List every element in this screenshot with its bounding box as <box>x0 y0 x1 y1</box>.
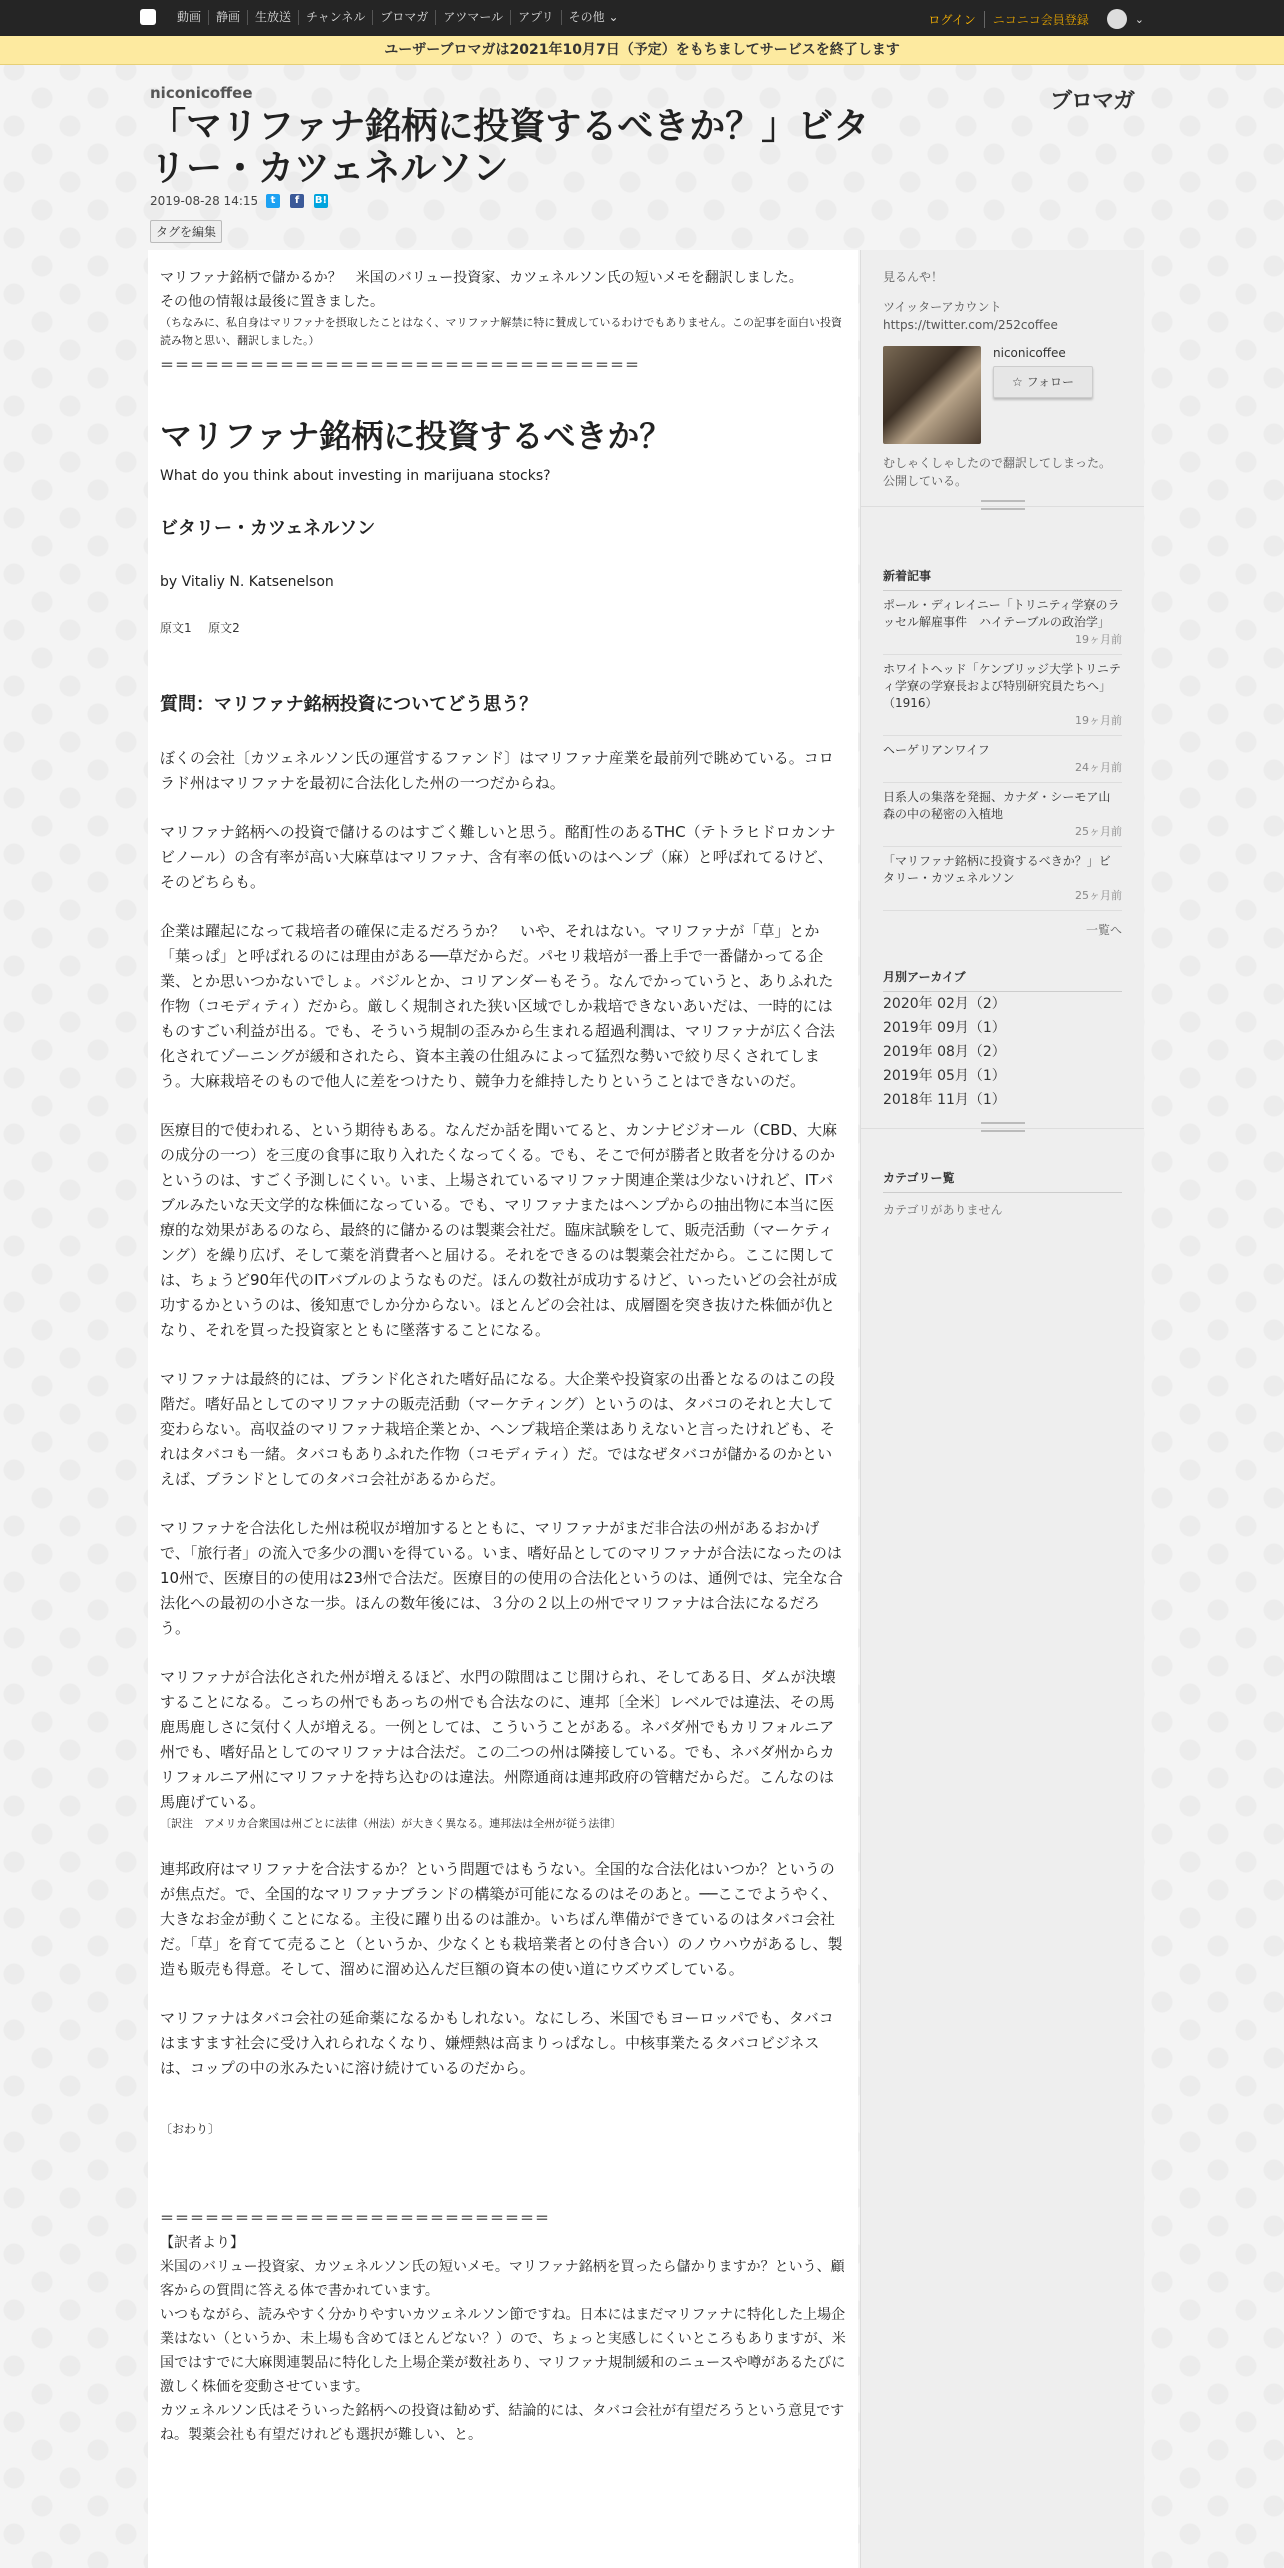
facebook-share-icon[interactable]: f <box>290 194 304 208</box>
profile-user <box>883 346 1122 444</box>
archive-item[interactable]: 2020年 02月（2） <box>883 996 1006 1012</box>
user-avatar[interactable] <box>883 346 981 444</box>
separator: ＝＝＝＝＝＝＝＝＝＝＝＝＝＝＝＝＝＝＝＝＝＝＝＝＝＝＝＝＝＝＝＝ <box>160 358 640 374</box>
archive-item[interactable]: 2018年 11月（1） <box>883 1092 1006 1108</box>
nav-more[interactable] <box>562 10 626 25</box>
recent-post-title[interactable]: ポール・ディレイニー「トリニティ学寮のラッセル解雇事件 ハイテーブルの政治学」 <box>883 598 1120 629</box>
article-container <box>148 250 858 2568</box>
share-buttons <box>266 194 328 208</box>
user-name[interactable]: niconicoffee <box>993 346 1066 360</box>
niconico-logo-icon[interactable] <box>140 9 156 25</box>
category-empty-text: カテゴリがありません <box>883 1203 1003 1217</box>
chevron-down-icon: ⌄ <box>608 10 619 24</box>
translator-note: 〔訳注 アメリカ合衆国は州ごとに法律（州法）が大きく異なる。連邦法は全州が従う法律〕 <box>160 1817 622 1830</box>
account-area <box>928 9 1144 29</box>
divider <box>861 1128 1144 1129</box>
grip-icon <box>981 500 1025 510</box>
article-paragraph: マリファナを合法化した州は税収が増加するとともに、マリファナがまだ非合法の州があるおかげで、「旅行者」の流入で多少の潤いを得ている。いま、嗜好品としてのマリファナが合法になったのは10州で、医療目的の使用は23州で合法だ。医療目的の使用の合法化というのは、通例では、完全な合法化への最初の小さな一歩。ほんの数年後には、３分の２以上の州でマリファナは合法になるだろう。 <box>160 1519 843 1637</box>
nav-app[interactable]: アプリ <box>511 10 562 25</box>
article-paragraph: ぼくの会社〔カツェネルソン氏の運営するファンド〕はマリファナ産業を最前列で眺めている。コロラド州はマリファナを最初に合法化した州の一つだからね。 <box>160 749 834 792</box>
nav-blomaga[interactable]: ブロマガ <box>373 10 436 25</box>
article-paragraph: マリファナ銘柄への投資で儲けるのはすごく難しいと思う。酩酊性のあるTHC（テトラヒドロカンナビノール）の含有率が高い大麻草はマリファナ、含有率の低いのはヘンプ（麻）と呼ばれてるけど、そのどちらも。 <box>160 823 836 891</box>
user-avatar-icon[interactable] <box>1107 9 1127 29</box>
translator-paragraph: カツェネルソン氏はそういった銘柄への投資は勧めず、結論的には、タバコ会社が有望だろうという意見ですね。製薬会社も有望だけれども選択が難しい、と。 <box>160 2403 845 2443</box>
nav-live[interactable]: 生放送 <box>248 10 299 25</box>
article-author: ビタリー・カツェネルソン <box>160 518 376 539</box>
recent-post-age: 25ヶ月前 <box>1075 825 1122 838</box>
source-link-2[interactable]: 原文2 <box>208 621 240 635</box>
page-title: 「マリファナ銘柄に投資するべきか？」ビタリー・カツェネルソン <box>150 106 870 189</box>
intro-note: （ちなみに、私自身はマリファナを摂取したことはなく、マリファナ解禁に特に賛成しているわけでもありません。この記事を面白い投資読み物と思い、翻訳しました。） <box>160 316 842 347</box>
divider <box>861 506 1144 507</box>
article-paragraph: マリファナが合法化された州が増えるほど、水門の隙間はこじ開けられ、そしてある日、ダムが決壊することになる。こっちの州でもあっちの州でも合法なのに、連邦〔全米〕レベルでは違法、その馬鹿馬鹿しさに気付く人が増える。一例としては、こういうことがある。ネバダ州でもカリフォルニア州でも、嗜好品としてのマリファナは合法だ。この二つの州は隣接している。でも、ネバダ州からカリフォルニア州にマリファナを持ち込むのは違法。州際通商は連邦政府の管轄だからだ。こんなのは馬鹿げている。 <box>160 1668 836 1811</box>
article-paragraph: 企業は躍起になって栽培者の確保に走るだろうか？ いや、それはない。マリファナが「草」とか「葉っぱ」と呼ばれるのには理由がある──草だからだ。パセリ栽培が一番上手で一番儲かってる企業、とか思いつかないでしょ。バジルとか、コリアンダーもそう。なんでかっていうと、ありふれた作物（コモディティ）だから。厳しく規制された狭い区域でしか栽培できないあいだは、一時的にはものすごい利益が出る。でも、そういう規制の歪みから生まれる超過利潤は、マリファナが広く合法化されてゾーニングが緩和されたら、資本主義の仕組みによって猛烈な勢いで絞り尽くされてしまう。大麻栽培そのもので他人に差をつけたり、競争力を維持したりということはできないのだ。 <box>160 922 835 1090</box>
nav-atsumaru[interactable]: アツマール <box>436 10 511 25</box>
recent-post-item[interactable] <box>883 783 1122 847</box>
recent-post-item[interactable] <box>883 591 1122 655</box>
source-link-1[interactable]: 原文1 <box>160 621 192 635</box>
recent-post-title[interactable]: ホワイトヘッド「ケンブリッジ大学トリニティ学寮の学寮長および特別研究員たちへ」（1916） <box>883 662 1121 710</box>
article-paragraph: 連邦政府はマリファナを合法するか？という問題ではもうない。全国的な合法化はいつか？というのが焦点だ。で、全国的なマリファナブランドの構築が可能になるのはそのあと。──ここでようやく、大きなお金が動くことになる。主役に躍り出るのは誰か。いちばん準備ができているのはタバコ会社だ。「草」を育てて売ること（というか、少なくとも栽培業者との付き合い）のノウハウがあるし、製造も販売も得意。そして、溜めに溜め込んだ巨額の資本の使い道にウズウズしている。 <box>160 1860 843 1978</box>
archive-item[interactable]: 2019年 08月（2） <box>883 1044 1006 1060</box>
profile-text: 見るんや！ <box>883 270 944 284</box>
nav-video[interactable]: 動画 <box>170 10 209 25</box>
archive-item[interactable]: 2019年 05月（1） <box>883 1068 1006 1084</box>
nav-channel[interactable]: チャンネル <box>299 10 373 25</box>
user-info <box>993 346 1093 444</box>
nav-seiga[interactable]: 静画 <box>209 10 248 25</box>
article-paragraph: マリファナは最終的には、ブランド化された嗜好品になる。大企業や投資家の出番となるのはこの段階だ。嗜好品としてのマリファナの販売活動（マーケティング）というのは、タバコのそれと大して変わらない。高収益のマリファナ栽培企業とか、ヘンプ栽培企業はありえないと言ったけれども、それはタバコも一緒。タバコもありふれた作物（コモディティ）だ。ではなぜタバコが儲かるのかといえば、ブランドとしてのタバコ会社があるからだ。 <box>160 1370 835 1488</box>
profile-description: むしゃくしゃしたので翻訳してしまった。公開している。 <box>883 456 1112 488</box>
byline: by Vitaliy N. Katsenelson <box>160 574 334 590</box>
category-heading: カテゴリー覧 <box>883 1169 1122 1193</box>
recent-post-age: 19ヶ月前 <box>1075 714 1122 727</box>
chevron-down-icon[interactable]: ⌄ <box>1134 12 1144 26</box>
recent-post-title[interactable]: ヘーゲリアンワイフ <box>883 743 990 757</box>
nav-more-label: その他 <box>568 10 605 24</box>
profile-section <box>861 250 1144 1236</box>
intro-paragraph: その他の情報は最後に置きました。 <box>160 294 384 310</box>
edit-tags-button[interactable]: タグを編集 <box>150 220 222 243</box>
profile-twitter: ツイッターアカウント https://twitter.com/252coffee <box>883 300 1058 332</box>
separator: ＝＝＝＝＝＝＝＝＝＝＝＝＝＝＝＝＝＝＝＝＝＝＝＝＝＝ <box>160 2211 550 2227</box>
follow-label: フォロー <box>1026 375 1074 389</box>
archive-list <box>883 992 1122 1112</box>
article-body <box>148 250 858 2447</box>
service-nav <box>170 10 626 25</box>
archive-heading: 月別アーカイブ <box>883 968 1122 992</box>
sidebar <box>860 250 1144 2568</box>
question-heading: 質問：マリファナ銘柄投資についてどう思う？ <box>160 694 538 715</box>
recent-post-age: 19ヶ月前 <box>1075 633 1122 646</box>
translator-heading: 【訳者より】 <box>160 2235 244 2251</box>
channel-name[interactable]: niconicoffee <box>150 84 253 102</box>
source-links <box>160 616 846 640</box>
intro-paragraph: マリファナ銘柄で儲かるか？ 米国のバリュー投資家、カツェネルソン氏の短いメモを翻訳しました。 <box>160 270 803 286</box>
translator-paragraph: いつもながら、読みやすく分かりやすいカツェネルソン節ですね。日本にはまだマリファナに特化した上場企業はない（というか、未上場も含めてほとんどない？）ので、ちょっと実感しにくいところもありますが、米国ではすでに大麻関連製品に特化した上場企業が数社あり、マリファナ規制緩和のニュースや噂があるたびに激しく株価を変動させています。 <box>160 2307 846 2395</box>
recent-post-item[interactable] <box>883 655 1122 736</box>
twitter-share-icon[interactable]: t <box>266 194 280 208</box>
hatena-bookmark-icon[interactable]: B! <box>314 195 328 206</box>
article-heading: マリファナ銘柄に投資するべきか？ <box>160 417 672 455</box>
star-icon: ☆ <box>1012 375 1023 389</box>
translator-paragraph: 米国のバリュー投資家、カツェネルソン氏の短いメモ。マリファナ銘柄を買ったら儲かりますか？という、顧客からの質問に答える体で書かれています。 <box>160 2259 845 2299</box>
service-end-notice: ユーザーブロマガは2021年10月7日（予定）をもちましてサービスを終了します <box>0 36 1284 65</box>
article-end-marker: 〔おわり〕 <box>160 2122 221 2136</box>
article-subheading: What do you think about investing in marijuana stocks? <box>160 468 551 484</box>
follow-button[interactable] <box>993 366 1093 398</box>
article-paragraph: マリファナはタバコ会社の延命薬になるかもしれない。なにしろ、米国でもヨーロッパでも、タバコはますます社会に受け入れられなくなり、嫌煙熱は高まりっぱなし。中核事業たるタバコビジネスは、コップの中の氷みたいに溶け続けているのだから。 <box>160 2009 834 2077</box>
article-paragraph: 医療目的で使われる、という期待もある。なんだか話を聞いてると、カンナビジオール（CBD、大麻の成分の一つ）を三度の食事に取り入れたくなってくる。でも、そこで何が勝者と敗者を分けるのかというのは、すごく予測しにくい。いま、上場されているマリファナ関連企業は少ないけれど、ITバブルみたいな天文学的な株価になっている。でも、マリファナまたはヘンプからの抽出物に本当に医療的な効果があるのなら、最終的に儲かるのは製薬会社だ。臨床試験をして、販売活動（マーケティング）を繰り広げ、そして薬を消費者へと届ける。それをできるのは製薬会社だから。ここに関しては、ちょうど90年代のITバブルのようなものだ。ほんの数社が成功するけど、いったいどの会社が成功するかというのは、後知恵でしか分からない。ほとんどの会社は、成層圏を突き抜けた株価が仇となり、それを買った投資家とともに墜落することになる。 <box>160 1121 838 1339</box>
register-link[interactable]: ニコニコ会員登録 <box>984 11 1089 28</box>
post-date: 2019-08-28 14:15 <box>150 194 259 208</box>
recent-post-item[interactable] <box>883 736 1122 783</box>
global-nav-bar <box>0 0 1284 36</box>
recent-post-title[interactable]: 日系人の集落を発掘、カナダ・シーモア山森の中の秘密の入植地 <box>883 790 1111 821</box>
login-link[interactable]: ログイン <box>928 12 976 27</box>
recent-post-item[interactable] <box>883 847 1122 911</box>
more-posts-link[interactable]: 一覧へ <box>1085 923 1122 937</box>
blomaga-logo[interactable]: ブロマガ <box>1050 89 1135 114</box>
recent-post-age: 24ヶ月前 <box>1075 761 1122 774</box>
grip-icon <box>981 1122 1025 1132</box>
recent-post-age: 25ヶ月前 <box>1075 889 1122 902</box>
recent-posts-heading: 新着記事 <box>883 567 1122 591</box>
recent-post-title[interactable]: 「マリファナ銘柄に投資するべきか？」ビタリー・カツェネルソン <box>883 854 1111 885</box>
archive-item[interactable]: 2019年 09月（1） <box>883 1020 1006 1036</box>
